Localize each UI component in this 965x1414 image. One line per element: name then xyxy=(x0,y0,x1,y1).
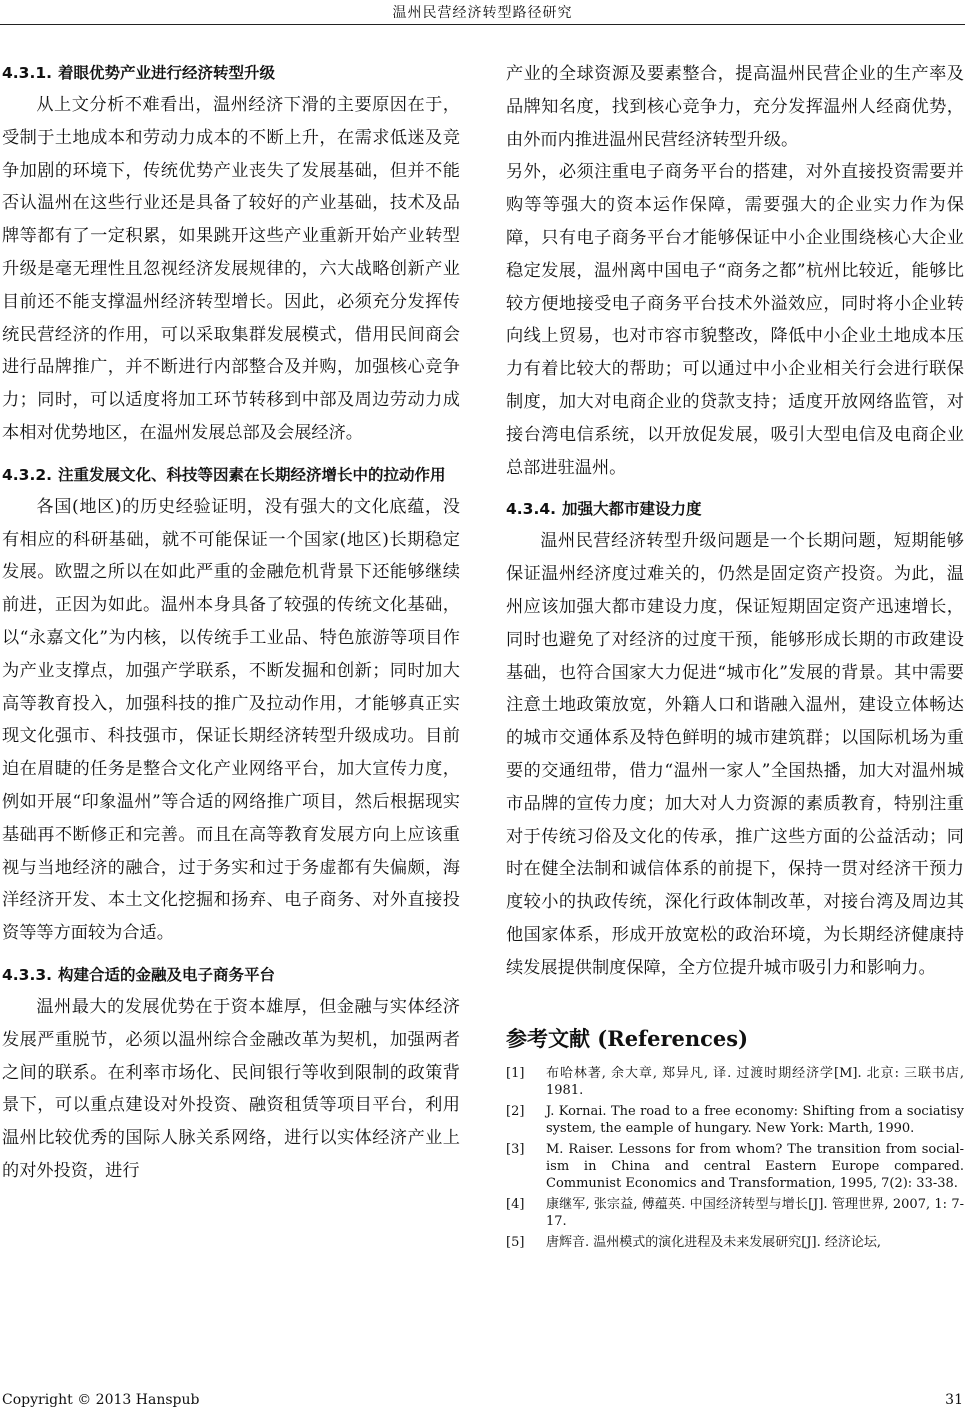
section-body-4-3-3: 温州最大的发展优势在于资本雄厚，但金融与实体经济发展严重脱节，必须以温州综合金融改革为契机，加强两者之间的联系。在利率市场化、民间银行等收到限制的政策背景下，可以重点建设对外投资、融资租赁等项目平台，利用温州比较优秀的国际人脉关系网络，进行以实体经济产业上的对外投资，进行 xyxy=(2,996,460,1181)
reference-text: 康继军, 张宗益, 傅蕴英. 中国经济转型与增长[J]. 管理世界, 2007, 1: 7-17. xyxy=(546,1196,964,1229)
left-column xyxy=(2,58,460,1188)
section-number: 4.3.4. xyxy=(506,500,557,519)
section-heading-4-3-4 xyxy=(506,494,964,525)
reference-item xyxy=(506,1065,964,1099)
reference-text: J. Kornai. The road to a free economy: Shifting from a sociatisy system, the eample of hungary. New York: Marth, 1990. xyxy=(546,1103,964,1136)
section-number: 4.3.2. xyxy=(2,465,53,484)
references-title: 参考文献 (References) xyxy=(506,1025,749,1051)
reference-text: M. Raiser. Lessons for from whom? The transition from social-ism in China and central Eastern Europe compared. Communist Economics and Transformation, 1995, 7(2): 33-38. xyxy=(546,1141,964,1191)
page-number: 31 xyxy=(945,1392,963,1408)
reference-number: [4] xyxy=(506,1196,525,1212)
section-body-4-3-3-paragraph-2: 另外，必须注重电子商务平台的搭建，对外直接投资需要并购等等强大的资本运作保障，需要强大的企业实力作为保障，只有电子商务平台才能够保证中小企业围绕核心大企业稳定发展，温州离中国电子“商务之都”杭州比较近，能够比较方便地接受电子商务平台技术外溢效应，同时将小企业转向线上贸易，也对市容市貌整改，降低中小企业土地成本压力有着比较大的帮助；可以通过中小企业相关行会进行联保制度，加大对电商企业的贷款支持；适度开放网络监管，对接台湾电信系统，以开放促发展，吸引大型电信及电商企业总部进驻温州。 xyxy=(506,162,964,478)
reference-number: [3] xyxy=(506,1141,525,1157)
section-body-4-3-1: 从上文分析不难看出，温州经济下滑的主要原因在于，受制于土地成本和劳动力成本的不断上升，在需求低迷及竞争加剧的环境下，传统优势产业丧失了发展基础，但并不能否认温州在这些行业还是具备了较好的产业基础，技术及品牌等都有了一定积累，如果跳开这些产业重新开始产业转型升级是毫无理性且忽视经济发展规律的，六大战略创新产业目前还不能支撑温州经济转型增长。因此，必须充分发挥传统民营经济的作用，可以采取集群发展模式，借用民间商会进行品牌推广，并不断进行内部整合及并购，加强核心竞争力；同时，可以适度将加工环节转移到中部及周边劳动力成本相对优势地区，在温州发展总部及会展经济。 xyxy=(2,95,460,443)
section-body-4-3-3-continued: 产业的全球资源及要素整合，提高温州民营企业的生产率及品牌知名度，找到核心竞争力，充分发挥温州人经商优势，由外而内推进温州民营经济转型升级。 xyxy=(506,64,964,150)
reference-list xyxy=(506,1065,964,1251)
reference-text: 唐辉音. 温州模式的演化进程及未来发展研究[J]. 经济论坛, xyxy=(546,1234,882,1250)
section-heading-4-3-1 xyxy=(2,58,460,89)
section-number: 4.3.3. xyxy=(2,965,53,984)
reference-number: [1] xyxy=(506,1065,525,1081)
reference-item xyxy=(506,1196,964,1230)
reference-number: [5] xyxy=(506,1234,525,1250)
footer-copyright: Copyright © 2013 Hanspub xyxy=(2,1392,200,1408)
section-heading-4-3-2 xyxy=(2,460,460,491)
section-body-4-3-2: 各国(地区)的历史经验证明，没有强大的文化底蕴，没有相应的科研基础，就不可能保证一个国家(地区)长期稳定发展。欧盟之所以在如此严重的金融危机背景下还能够继续前进，正因为如此。温州本身具备了较强的传统文化基础，以“永嘉文化”为内核，以传统手工业品、特色旅游等项目作为产业支撑点，加强产学联系，不断发掘和创新；同时加大高等教育投入，加强科技的推广及拉动作用，才能够真正实现文化强市、科技强市，保证长期经济转型升级成功。目前迫在眉睫的任务是整合文化产业网络平台，加大宣传力度，例如开展“印象温州”等合适的网络推广项目，然后根据现实基础再不断修正和完善。而且在高等教育发展方向上应该重视与当地经济的融合，过于务实和过于务虚都有失偏颇，海洋经济开发、本土文化挖掘和扬弃、电子商务、对外直接投资等等方面较为合适。 xyxy=(2,496,460,944)
reference-number: [2] xyxy=(506,1103,525,1119)
reference-text: 布哈林著, 余大章, 郑异凡, 译. 过渡时期经济学[M]. 北京: 三联书店, 1981. xyxy=(546,1065,964,1098)
section-title: 构建合适的金融及电子商务平台 xyxy=(58,965,276,984)
running-header: 温州民营经济转型路径研究 xyxy=(392,5,573,21)
reference-item xyxy=(506,1141,964,1192)
right-column xyxy=(506,58,964,1255)
header-rule xyxy=(0,24,965,25)
reference-item xyxy=(506,1234,964,1251)
section-body-4-3-4: 温州民营经济转型升级问题是一个长期问题，短期能够保证温州经济度过难关的，仍然是固定资产投资。为此，温州应该加强大都市建设力度，保证短期固定资产迅速增长，同时也避免了对经济的过度干预，能够形成长期的市政建设基础，也符合国家大力促进“城市化”发展的背景。其中需要注意土地政策放宽，外籍人口和谐融入温州，建设立体畅达的城市交通体系及特色鲜明的城市建筑群；以国际机场为重要的交通纽带，借力“温州一家人”全国热播，加大对温州城市品牌的宣传力度；加大对人力资源的素质教育，特别注重对于传统习俗及文化的传承，推广这些方面的公益活动；同时在健全法制和诚信体系的前提下，保持一贯对经济干预力度较小的执政传统，深化行政体制改革，对接台湾及周边其他国家体系，形成开放宽松的政治环境，为长期经济健康持续发展提供制度保障，全方位提升城市吸引力和影响力。 xyxy=(506,531,964,978)
section-number: 4.3.1. xyxy=(2,64,53,82)
section-title: 注重发展文化、科技等因素在长期经济增长中的拉动作用 xyxy=(58,465,446,484)
reference-item xyxy=(506,1103,964,1137)
section-heading-4-3-3 xyxy=(2,960,460,991)
section-title: 加强大都市建设力度 xyxy=(562,500,702,519)
section-title: 着眼优势产业进行经济转型升级 xyxy=(58,64,276,82)
